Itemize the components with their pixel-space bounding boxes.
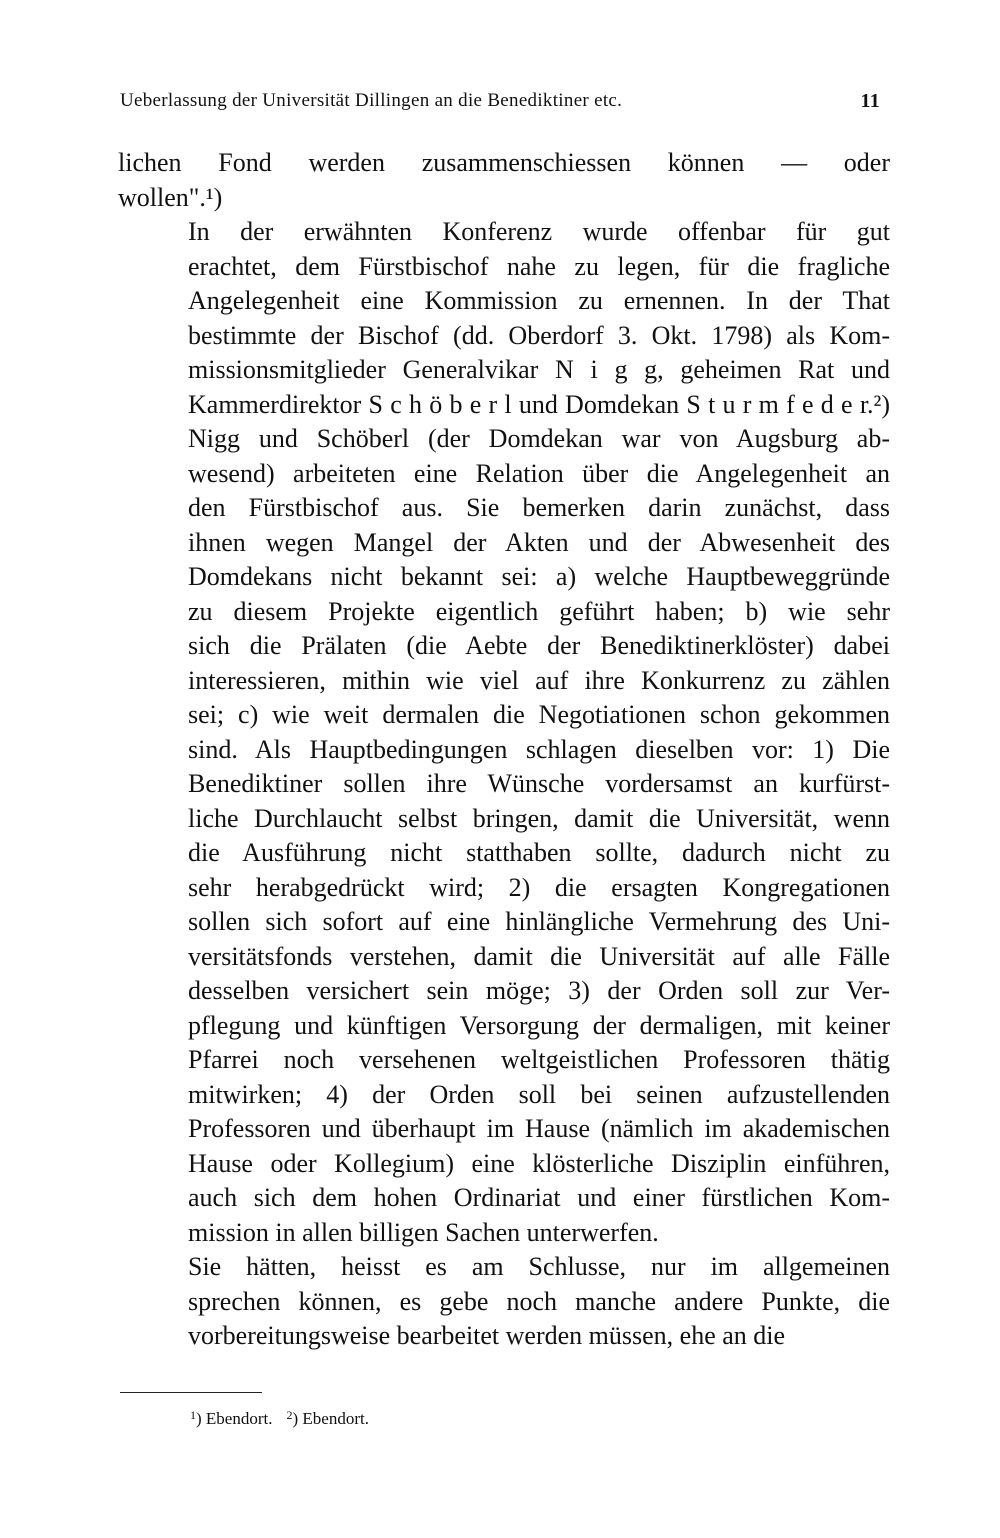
footnote-text: Ebendort. xyxy=(205,1409,273,1428)
footnote-divider xyxy=(120,1392,262,1393)
footnote-text: Ebendort. xyxy=(302,1409,369,1428)
text-line: sich die Prälaten (die Aebte der Benediktinerklöster) dabei xyxy=(188,631,890,660)
footnote-mark: 2 xyxy=(286,1408,293,1422)
text-line: Hause oder Kollegium) eine klösterliche Disziplin einführen, xyxy=(188,1148,890,1178)
text-line: sollen sich sofort auf eine hinlängliche Vermehrung des Uni- xyxy=(188,907,890,936)
text-line: wollen".¹) xyxy=(118,182,223,212)
page-number: 11 xyxy=(860,90,880,112)
footnotes xyxy=(190,1408,383,1429)
text-line: In der erwähnten Konferenz wurde offenbar für gut xyxy=(188,217,890,246)
text-line: ihnen wegen Mangel der Akten und der Abwesenheit des xyxy=(188,527,890,557)
body-text xyxy=(118,146,890,1354)
text-line: zu diesem Projekte eigentlich geführt haben; b) wie sehr xyxy=(188,596,890,626)
text-line: sprechen können, es gebe noch manche andere Punkte, die xyxy=(188,1286,890,1316)
text-line: Sie hätten, heisst es am Schlusse, nur im allgemeinen xyxy=(188,1252,890,1281)
text-line: mission in allen billigen Sachen unterwerfen. xyxy=(188,1217,659,1247)
text-line: Pfarrei noch versehenen weltgeistlichen Professoren thätig xyxy=(188,1045,890,1074)
text-line: interessieren, mithin wie viel auf ihre Konkurrenz zu zählen xyxy=(188,665,890,695)
footnote: $^1$) Ebendort. xyxy=(190,1408,273,1428)
text-line: auch sich dem hohen Ordinariat und einer fürstlichen Kom- xyxy=(188,1183,890,1212)
running-title: Ueberlassung der Universität Dillingen an die Benediktiner etc. xyxy=(120,90,623,111)
text-line: vorbereitungsweise bearbeitet werden müssen, ehe an die xyxy=(188,1321,786,1350)
text-line: Angelegenheit eine Kommission zu ernennen. In der That xyxy=(188,286,890,315)
text-line: liche Durchlaucht selbst bringen, damit die Universität, wenn xyxy=(188,803,890,833)
text-line: erachtet, dem Fürstbischof nahe zu legen, für die fragliche xyxy=(188,251,890,281)
text-line: sei; c) wie weit dermalen die Negotiationen schon gekommen xyxy=(188,700,890,729)
footnote-mark: 1 xyxy=(190,1408,196,1422)
text-line: bestimmte der Bischof (dd. Oberdorf 3. Okt. 1798) als Kom- xyxy=(188,320,890,350)
paragraph xyxy=(118,215,890,1250)
text-line: sehr herabgedrückt wird; 2) die ersagten Kongregationen xyxy=(188,872,890,902)
text-line: wesend) arbeiteten eine Relation über die Angelegenheit an xyxy=(188,458,890,488)
text-line: Domdekans nicht bekannt sei: a) welche Hauptbeweggründe xyxy=(188,562,890,591)
text-line: die Ausführung nicht statthaben sollte, dadurch nicht zu xyxy=(188,838,890,867)
text-line: desselben versichert sein möge; 3) der Orden soll zur Ver- xyxy=(188,976,890,1005)
text-line: Benediktiner sollen ihre Wünsche vordersamst an kurfürst- xyxy=(188,769,890,798)
text-line: sind. Als Hauptbedingungen schlagen dieselben vor: 1) Die xyxy=(188,734,890,764)
text-line: den Fürstbischof aus. Sie bemerken darin zunächst, dass xyxy=(188,493,890,522)
text-line: missionsmitglieder Generalvikar N i g g, geheimen Rat und xyxy=(188,355,890,384)
text-line: mitwirken; 4) der Orden soll bei seinen aufzustellenden xyxy=(188,1079,890,1109)
paragraph xyxy=(118,146,890,215)
text-line: pflegung und künftigen Versorgung der dermaligen, mit keiner xyxy=(188,1010,890,1040)
paragraph xyxy=(118,1250,890,1354)
text-line: Nigg und Schöberl (der Domdekan war von Augsburg ab- xyxy=(188,424,890,453)
running-header xyxy=(120,90,880,120)
text-line: versitätsfonds verstehen, damit die Universität auf alle Fälle xyxy=(188,941,890,971)
footnote: $^2$) Ebendort. xyxy=(286,1408,369,1428)
text-line: Kammerdirektor S c h ö b e r l und Domdekan S t u r m f e d e r.²) xyxy=(188,389,890,419)
text-line: lichen Fond werden zusammenschiessen können — oder xyxy=(118,148,890,177)
text-line: Professoren und überhaupt im Hause (nämlich im akademischen xyxy=(188,1114,890,1143)
